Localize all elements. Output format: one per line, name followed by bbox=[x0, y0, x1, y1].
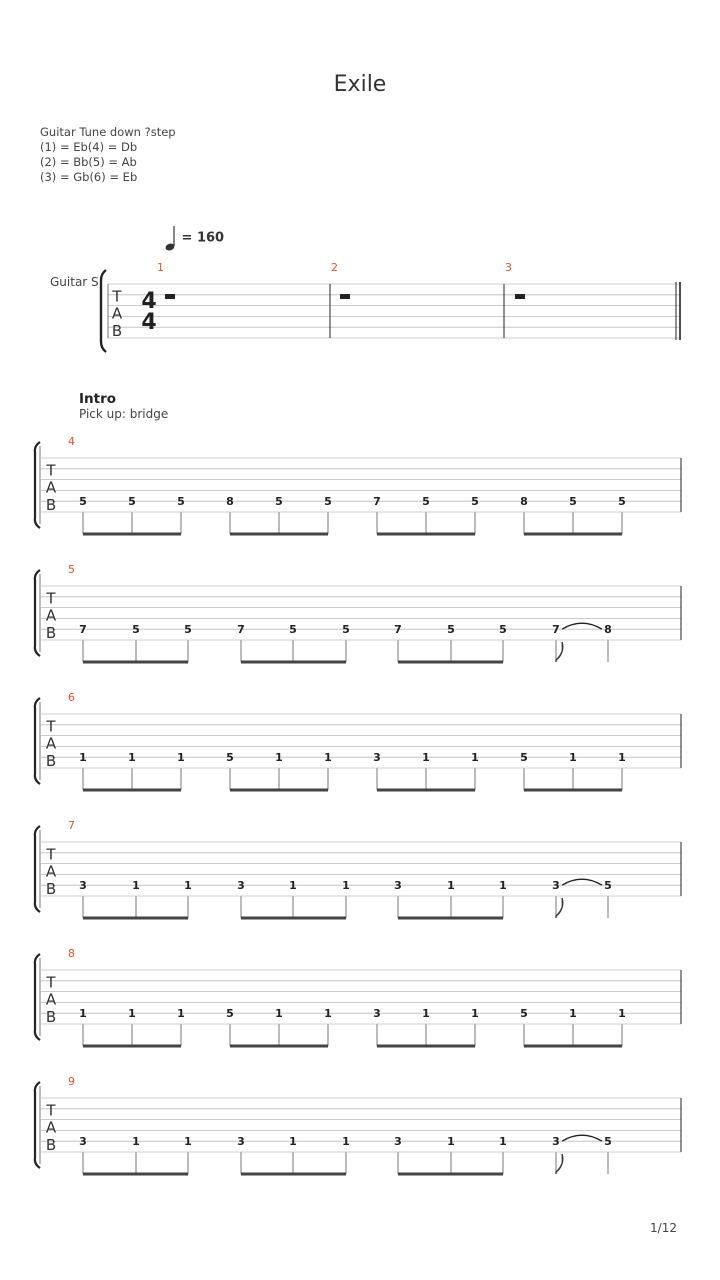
tab-letter-b: B bbox=[45, 623, 57, 642]
tab-letter-b: B bbox=[45, 1135, 57, 1154]
whole-rest bbox=[515, 294, 525, 299]
fret-number: 1 bbox=[184, 1135, 192, 1149]
fret-number: 1 bbox=[132, 879, 140, 893]
instrument-label: Guitar S bbox=[50, 275, 99, 289]
tab-letter-b: B bbox=[45, 1007, 57, 1026]
fret-number: 1 bbox=[177, 1007, 185, 1021]
fret-number: 1 bbox=[275, 751, 283, 765]
fret-number: 3 bbox=[552, 1135, 560, 1149]
fret-number: 5 bbox=[132, 623, 140, 637]
fret-number: 7 bbox=[373, 495, 381, 509]
section-subtitle: Pick up: bridge bbox=[79, 407, 169, 421]
fret-number: 1 bbox=[618, 751, 626, 765]
fret-number: 1 bbox=[184, 879, 192, 893]
fret-number: 5 bbox=[275, 495, 283, 509]
tab-letter-b: B bbox=[45, 879, 57, 898]
tuning-header: Guitar Tune down ?step bbox=[40, 125, 176, 139]
whole-rest bbox=[165, 294, 175, 299]
system-bracket bbox=[35, 826, 40, 912]
fret-number: 5 bbox=[447, 623, 455, 637]
fret-number: 5 bbox=[471, 495, 479, 509]
system-bracket bbox=[35, 1082, 40, 1168]
fret-number: 1 bbox=[471, 1007, 479, 1021]
time-signature-top: 4 bbox=[141, 289, 157, 314]
fret-number: 5 bbox=[177, 495, 185, 509]
tuning-line: (1) = Eb(4) = Db bbox=[40, 140, 138, 154]
tempo-value: = 160 bbox=[181, 230, 225, 246]
fret-number: 1 bbox=[289, 879, 297, 893]
bar-number: 8 bbox=[68, 947, 75, 960]
fret-number: 7 bbox=[552, 623, 560, 637]
fret-number: 1 bbox=[618, 1007, 626, 1021]
fret-number: 1 bbox=[499, 879, 507, 893]
tab-letter-t: T bbox=[46, 973, 56, 992]
tab-letter-b: B bbox=[111, 321, 123, 340]
fret-number: 1 bbox=[471, 751, 479, 765]
fret-number: 1 bbox=[177, 751, 185, 765]
fret-number: 8 bbox=[520, 495, 528, 509]
fret-number: 5 bbox=[226, 751, 234, 765]
song-title: Exile bbox=[333, 72, 387, 97]
fret-number: 1 bbox=[342, 879, 350, 893]
tuning-line: (2) = Bb(5) = Ab bbox=[40, 155, 137, 169]
bar-number: 6 bbox=[68, 691, 75, 704]
fret-number: 5 bbox=[618, 495, 626, 509]
fret-number: 5 bbox=[569, 495, 577, 509]
fret-number: 3 bbox=[394, 879, 402, 893]
fret-number: 1 bbox=[128, 1007, 136, 1021]
page-number: 1/12 bbox=[650, 1221, 677, 1235]
fret-number: 1 bbox=[324, 751, 332, 765]
fret-number: 3 bbox=[552, 879, 560, 893]
fret-number: 7 bbox=[237, 623, 245, 637]
fret-number: 1 bbox=[342, 1135, 350, 1149]
fret-number: 3 bbox=[79, 1135, 87, 1149]
tab-letter-a: A bbox=[111, 304, 123, 323]
fret-number: 1 bbox=[324, 1007, 332, 1021]
fret-number: 5 bbox=[520, 1007, 528, 1021]
tab-letter-t: T bbox=[46, 717, 56, 736]
system-bracket bbox=[101, 270, 106, 352]
bar-number: 7 bbox=[68, 819, 75, 832]
fret-number: 3 bbox=[373, 751, 381, 765]
time-signature-bottom: 4 bbox=[141, 310, 157, 335]
fret-number: 8 bbox=[226, 495, 234, 509]
tab-letter-a: A bbox=[45, 990, 57, 1009]
bar-number: 5 bbox=[68, 563, 75, 576]
fret-number: 8 bbox=[604, 623, 612, 637]
tab-letter-a: A bbox=[45, 478, 57, 497]
fret-number: 3 bbox=[394, 1135, 402, 1149]
fret-number: 3 bbox=[237, 879, 245, 893]
system-bracket bbox=[35, 698, 40, 784]
fret-number: 5 bbox=[324, 495, 332, 509]
fret-number: 5 bbox=[128, 495, 136, 509]
fret-number: 7 bbox=[394, 623, 402, 637]
bar-number: 4 bbox=[68, 435, 75, 448]
fret-number: 1 bbox=[422, 1007, 430, 1021]
fret-number: 7 bbox=[79, 623, 87, 637]
bar-number: 9 bbox=[68, 1075, 75, 1088]
fret-number: 5 bbox=[79, 495, 87, 509]
tab-letter-a: A bbox=[45, 862, 57, 881]
bar-number: 2 bbox=[331, 261, 338, 274]
fret-number: 1 bbox=[79, 751, 87, 765]
tab-letter-b: B bbox=[45, 751, 57, 770]
fret-number: 5 bbox=[184, 623, 192, 637]
fret-number: 5 bbox=[499, 623, 507, 637]
fret-number: 1 bbox=[289, 1135, 297, 1149]
tab-letter-t: T bbox=[46, 589, 56, 608]
bar-number: 1 bbox=[157, 261, 164, 274]
fret-number: 1 bbox=[447, 879, 455, 893]
tie-arc bbox=[562, 879, 602, 885]
fret-number: 5 bbox=[604, 879, 612, 893]
fret-number: 3 bbox=[79, 879, 87, 893]
fret-number: 1 bbox=[499, 1135, 507, 1149]
fret-number: 1 bbox=[422, 751, 430, 765]
fret-number: 1 bbox=[447, 1135, 455, 1149]
tab-letter-a: A bbox=[45, 606, 57, 625]
tab-letter-t: T bbox=[112, 287, 122, 306]
system-bracket bbox=[35, 442, 40, 528]
fret-number: 1 bbox=[132, 1135, 140, 1149]
fret-number: 5 bbox=[604, 1135, 612, 1149]
system-bracket bbox=[35, 954, 40, 1040]
fret-number: 5 bbox=[289, 623, 297, 637]
fret-number: 1 bbox=[569, 1007, 577, 1021]
tab-letter-b: B bbox=[45, 495, 57, 514]
tuning-line: (3) = Gb(6) = Eb bbox=[40, 170, 138, 184]
fret-number: 5 bbox=[226, 1007, 234, 1021]
fret-number: 1 bbox=[569, 751, 577, 765]
whole-rest bbox=[340, 294, 350, 299]
section-name: Intro bbox=[79, 391, 117, 407]
tab-letter-t: T bbox=[46, 461, 56, 480]
system-bracket bbox=[35, 570, 40, 656]
fret-number: 3 bbox=[373, 1007, 381, 1021]
fret-number: 1 bbox=[79, 1007, 87, 1021]
fret-number: 5 bbox=[422, 495, 430, 509]
tab-letter-t: T bbox=[46, 1101, 56, 1120]
fret-number: 1 bbox=[128, 751, 136, 765]
fret-number: 3 bbox=[237, 1135, 245, 1149]
tie-arc bbox=[562, 623, 602, 629]
bar-number: 3 bbox=[505, 261, 512, 274]
fret-number: 1 bbox=[275, 1007, 283, 1021]
fret-number: 5 bbox=[520, 751, 528, 765]
tie-arc bbox=[562, 1135, 602, 1141]
tab-letter-t: T bbox=[46, 845, 56, 864]
tab-letter-a: A bbox=[45, 734, 57, 753]
tab-letter-a: A bbox=[45, 1118, 57, 1137]
fret-number: 5 bbox=[342, 623, 350, 637]
